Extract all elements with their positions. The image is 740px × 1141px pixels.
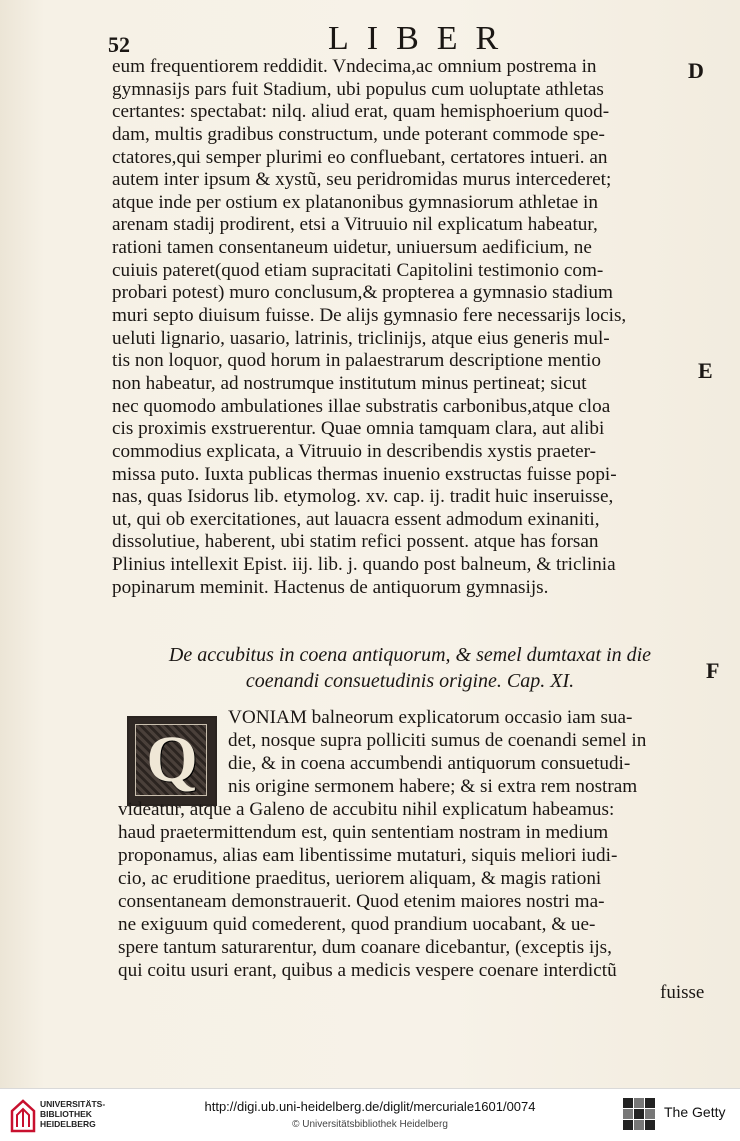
text-line: nas, quas Isidorus lib. etymolog. xv. cap. ij. tradit huic inseruisse,	[112, 486, 614, 508]
text-line: eum frequentiorem reddidit. Vndecima,ac omnium postrema in	[112, 56, 597, 77]
chapter-title-line: coenandi consuetudinis origine. Cap. XI.	[245, 670, 575, 692]
text-line: atque inde per ostium ex platanonibus gymnasiorum athletae in	[112, 191, 598, 213]
text-line: qui coitu usuri erant, quibus a medicis vespere coenare interdictũ	[118, 960, 617, 981]
text-line: dam, multis gradibus constructum, unde poterant commode spe-	[112, 123, 605, 145]
text-line: non habeatur, ad nostrumque institutum minus pertineat; sicut	[112, 372, 587, 394]
text-line: proponamus, alias eam libentissime mutaturi, siquis meliori iudi-	[118, 845, 618, 866]
text-line: missa puto. Iuxta publicas thermas inuenio exstructas fuisse popi-	[112, 463, 617, 485]
dropcap-ornament	[127, 716, 217, 806]
getty-logo-icon[interactable]	[622, 1097, 656, 1131]
copyright-notice: © Universitätsbibliothek Heidelberg	[292, 1119, 448, 1130]
library-name-line: UNIVERSITÄTS-	[40, 1099, 106, 1109]
margin-letter-d: D	[688, 58, 704, 83]
text-line: arenam stadij prodirent, etsi a Vitruuio nil explicatum habeatur,	[112, 214, 598, 236]
getty-name[interactable]: The Getty	[664, 1104, 726, 1120]
text-line: haud praetermittendum est, quin sententiam nostram in medium	[118, 822, 609, 843]
library-name-line: BIBLIOTHEK	[40, 1109, 92, 1119]
text-line: ne exiguum quid comederent, quod prandium uocabant, & ue-	[118, 914, 596, 935]
running-title: LIBER	[328, 20, 517, 57]
chapter-text	[118, 798, 703, 982]
text-line: certantes: spectabat: nilq. aliud erat, quam hemisphoerium quod-	[112, 101, 610, 123]
text-line: ctatores,qui semper plurimi eo confluebant, certatores intueri. an	[112, 146, 608, 168]
margin-letter-e: E	[698, 358, 713, 383]
text-line: autem inter ipsum & xystũ, seu peridromidas murus intercederet;	[112, 169, 612, 191]
text-line: die, & in coena accumbendi antiquorum consuetudi-	[228, 753, 631, 774]
document-url-link[interactable]: http://digi.ub.uni-heidelberg.de/diglit/mercuriale1601/0074	[204, 1099, 536, 1114]
text-line: ueluti lignario, uasario, latrinis, triclinijs, atque eius generis mul-	[112, 327, 610, 349]
chapter-title	[140, 642, 680, 694]
dropcap-letter: Q	[146, 723, 198, 796]
text-line: dissolutiue, haberent, ubi statim refici possent. atque has forsan	[112, 531, 599, 553]
text-line: videatur, atque a Galeno de accubitu nihil explicatum habeamus:	[118, 799, 615, 820]
text-line: cuiuis pateret(quod etiam supracitati Capitolini testimonio com-	[112, 259, 604, 281]
text-line: spere tantum saturarentur, dum coanare dicebantur, (exceptis ijs,	[118, 937, 612, 958]
text-line: ut, qui ob exercitationes, aut lauacra essent admodum exinaniti,	[112, 508, 600, 530]
body-text	[112, 56, 692, 599]
text-line: nis origine sermonem habere; & si extra rem nostram	[228, 776, 638, 797]
text-line: consentaneam demonstrauerit. Quod etenim maiores nostri ma-	[118, 891, 605, 912]
text-line: det, nosque supra polliciti sumus de coenandi semel in	[228, 730, 647, 751]
chapter-title-line: De accubitus in coena antiquorum, & semel dumtaxat in die	[168, 644, 652, 666]
text-line: cio, ac eruditione praeditus, ueriorem aliquam, & magis rationi	[118, 868, 602, 889]
margin-letter-f: F	[706, 658, 720, 683]
text-line: rationi tamen consentaneum uidetur, uniuersum aedificium, ne	[112, 237, 592, 259]
text-line: commodius explicata, a Vitruuio in describendis xystis praeter-	[112, 440, 597, 462]
text-line: gymnasijs pars fuit Stadium, ubi populus cum uoluptate athletas	[112, 78, 604, 100]
text-line: VONIAM balneorum explicatorum occasio iam sua-	[228, 707, 633, 728]
text-line: probari potest) muro conclusum,& propterea a gymnasio stadium	[112, 282, 613, 304]
catchword: fuisse	[660, 982, 705, 1003]
viewer-footer	[0, 1088, 740, 1141]
text-line: nec quomodo ambulationes illae substratis carbonibus,atque cloa	[112, 395, 611, 417]
chapter-opening-text	[228, 706, 698, 798]
text-line: tis non loquor, quod horum in palaestrarum descriptione mentio	[112, 350, 601, 372]
library-name-line: HEIDELBERG	[40, 1119, 96, 1129]
text-line: cis proximis exstruerentur. Quae omnia tamquam clara, aut alibi	[112, 418, 605, 440]
text-line: popinarum meminit. Hactenus de antiquorum gymnasijs.	[112, 576, 549, 598]
text-line: muri septo diuisum fuisse. De alijs gymnasio fere necessarijs locis,	[112, 305, 627, 327]
page-number: 52	[108, 32, 130, 57]
text-line: Plinius intellexit Epist. iij. lib. j. quando post balneum, & triclinia	[112, 554, 616, 576]
